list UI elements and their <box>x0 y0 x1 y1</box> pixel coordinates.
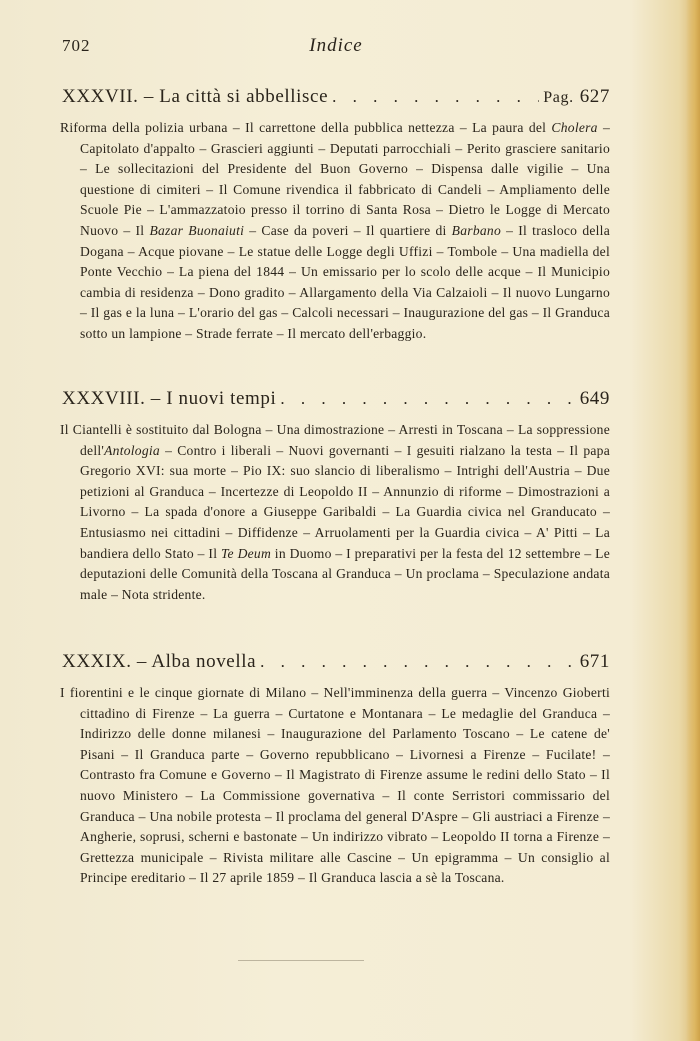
chapter-page-number: 671 <box>579 651 610 672</box>
summary-text: – Capitolato d'appalto – Grascieri aggiunti – Deputati parrocchiali – Perito grasciere sanitario – Le sollecitazioni del Presidente del Buon Governo – Dispensa dalle vigilie – Una questione di cimiteri – Il Comune rivendica il fabbricato di Candeli – Ampliamento delle Scuole Pie – L'ammazzatoio presso il torrino di Santa Rosa – Dietro le Logge di Mercato Nuovo – Il <box>80 120 610 238</box>
summary-italic: Antologia <box>104 442 160 458</box>
dot-leader <box>260 652 576 672</box>
summary-text: Riforma della polizia urbana – Il carrettone della pubblica nettezza – La paura del <box>60 120 552 135</box>
summary-italic: Bazar Buonaiuti <box>149 222 245 238</box>
summary-text: in Duomo – I preparativi per la festa del 12 settembre – Le deputazioni delle Comunità della Toscana al Granduca – Un proclama – Speculazione andata male – Nota stridente. <box>80 545 610 602</box>
page-number: 702 <box>62 36 91 55</box>
chapter-page-ref <box>543 86 610 108</box>
chapter-page-number: 627 <box>579 86 610 107</box>
chapter-title: XXXVII. – La città si abbellisce <box>62 86 329 107</box>
chapter-title: XXXVIII. – I nuovi tempi <box>62 388 277 409</box>
running-title: Indice <box>309 35 363 56</box>
chapter-entry-xxxix <box>62 651 610 889</box>
chapter-heading <box>62 388 610 414</box>
page-header <box>62 36 610 66</box>
dot-leader <box>280 389 575 409</box>
chapter-heading <box>62 651 610 677</box>
chapter-entry-xxxviii <box>62 388 610 605</box>
summary-italic: Barbano <box>451 222 501 238</box>
chapter-title: XXXIX. – Alba novella <box>62 651 257 672</box>
dot-leader <box>332 87 539 107</box>
summary-text: – Case da poveri – Il quartiere di <box>244 222 452 238</box>
summary-text: – Il trasloco della Dogana – Acque piovane – Le statue delle Logge degli Uffizi – Tombole – Una madiella del Ponte Vecchio – La piena del 1844 – Un emissario per lo scolo delle acque – Il Municipio cambia di residenza – Dono gradito – Allargamento della Via Calzaioli – Il nuovo Lungarno – Il gas e la luna – L'orario del gas – Calcoli necessari – Inaugurazione del gas – Il Granduca sotto un lampione – Strade ferrate – Il mercato dell'erbaggio. <box>80 222 610 341</box>
summary-text: Il Ciantelli è sostituito dal Bologna – Una dimostrazione – Arresti in Toscana – La soppressione dell' <box>60 422 610 458</box>
end-rule <box>238 960 364 961</box>
summary-italic: Te Deum <box>220 545 272 561</box>
summary-text: I fiorentini e le cinque giornate di Milano – Nell'imminenza della guerra – Vincenzo Gioberti cittadino di Firenze – La guerra – Curtatone e Montanara – Le medaglie del Granduca – Indirizzo delle donne milanesi – Inaugurazione del Parlamento Toscano – Le catene de' Pisani – Il Granduca parte – Governo repubblicano – Livornesi a Firenze – Fucilate! – Contrasto fra Comune e Governo – Il Magistrato di Firenze assume le redini dello Stato – Il nuovo Ministero – La Commissione governativa – Il conte Serristori commissario del Granduca – Una nobile protesta – Il proclama del general D'Aspre – Gli austriaci a Firenze – Angherie, soprusi, scherni e bastonate – Un indirizzo vibrato – Leopoldo II torna a Firenze – Grettezza municipale – Rivista militare alle Cascine – Un epigramma – Un consiglio al Principe ereditario – Il 27 aprile 1859 – Il Granduca lascia a sè la Toscana. <box>60 685 610 886</box>
chapter-entry-xxxvii <box>62 86 610 345</box>
summary-italic: Cholera <box>551 120 598 135</box>
chapter-summary <box>60 420 610 605</box>
chapter-page-number: 649 <box>579 388 610 409</box>
chapter-heading <box>62 86 610 112</box>
chapter-summary <box>60 118 610 345</box>
chapter-summary <box>60 683 610 889</box>
summary-text: – Contro i liberali – Nuovi governanti – I gesuiti rialzano la testa – Il papa Gregorio XVI: sua morte – Pio IX: suo slancio di liberalismo – Intrighi dell'Austria – Due petizioni al Granduca – Incertezze di Leopoldo II – Annunzio di riforme – Dimostrazioni a Livorno – La spada d'onore a Giuseppe Garibaldi – La Guardia civica nel Granducato – Entusiasmo nei cittadini – Diffidenze – Arruolamenti per la Guardia civica – A' Pitti – La bandiera dello Stato – Il <box>80 442 610 561</box>
page-edge-shading <box>686 0 700 1041</box>
page-prefix: Pag. <box>543 89 574 106</box>
